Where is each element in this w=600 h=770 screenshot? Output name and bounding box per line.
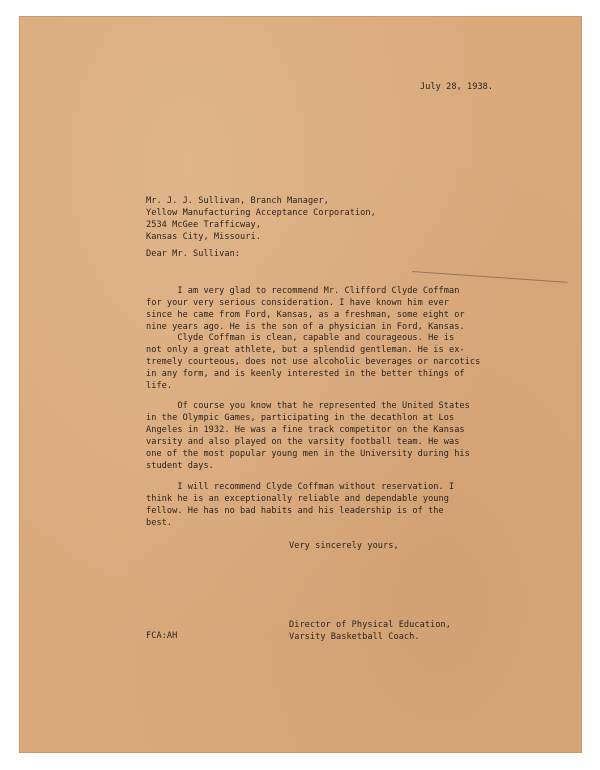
recipient-line-city: Kansas City, Missouri. xyxy=(146,232,261,242)
body-paragraph-1: I am very glad to recommend Mr. Clifford Clyde Coffman for your very serious consideration. I have known him ever since he came from Ford, Kansas, as a freshman, some eight or nine years ago. He is the son of a physician in Ford, Kansas. xyxy=(146,286,465,332)
signature-title-line-2: Varsity Basketball Coach. xyxy=(289,632,420,642)
recipient-address xyxy=(146,195,376,243)
body-paragraph-3: Of course you know that he represented the United States in the Olympic Games, participating in the decathlon at Los Angeles in 1932. He was a fine track competitor on the Kansas varsity and also played on the varsity football team. He was one of the most popular young men in the University during his student days. xyxy=(146,401,470,471)
letter-sheet xyxy=(19,16,582,753)
letter-date: July 28, 1938. xyxy=(420,82,494,92)
body-paragraph-4: I will recommend Clyde Coffman without reservation. I think he is an exceptionally reliable and dependable young fellow. He has no bad habits and his leadership is of the best. xyxy=(146,482,455,528)
signature-title xyxy=(289,619,451,643)
closing: Very sincerely yours, xyxy=(289,541,399,551)
recipient-line-name: Mr. J. J. Sullivan, Branch Manager, xyxy=(146,196,329,206)
body-paragraph-2: Clyde Coffman is clean, capable and courageous. He is not only a great athlete, but a splendid gentleman. He is ex- tremely courteous, does not use alcoholic beverages or narcotics in any form, and is keenly interested in the better things of life. xyxy=(146,333,481,391)
reference-initials: FCA:AH xyxy=(146,631,178,641)
recipient-line-company: Yellow Manufacturing Acceptance Corporation, xyxy=(146,208,376,218)
salutation: Dear Mr. Sullivan: xyxy=(146,249,241,259)
signature-title-line-1: Director of Physical Education, xyxy=(289,620,451,630)
recipient-line-street: 2534 McGee Trafficway, xyxy=(146,220,261,230)
pencil-underline xyxy=(412,271,568,283)
